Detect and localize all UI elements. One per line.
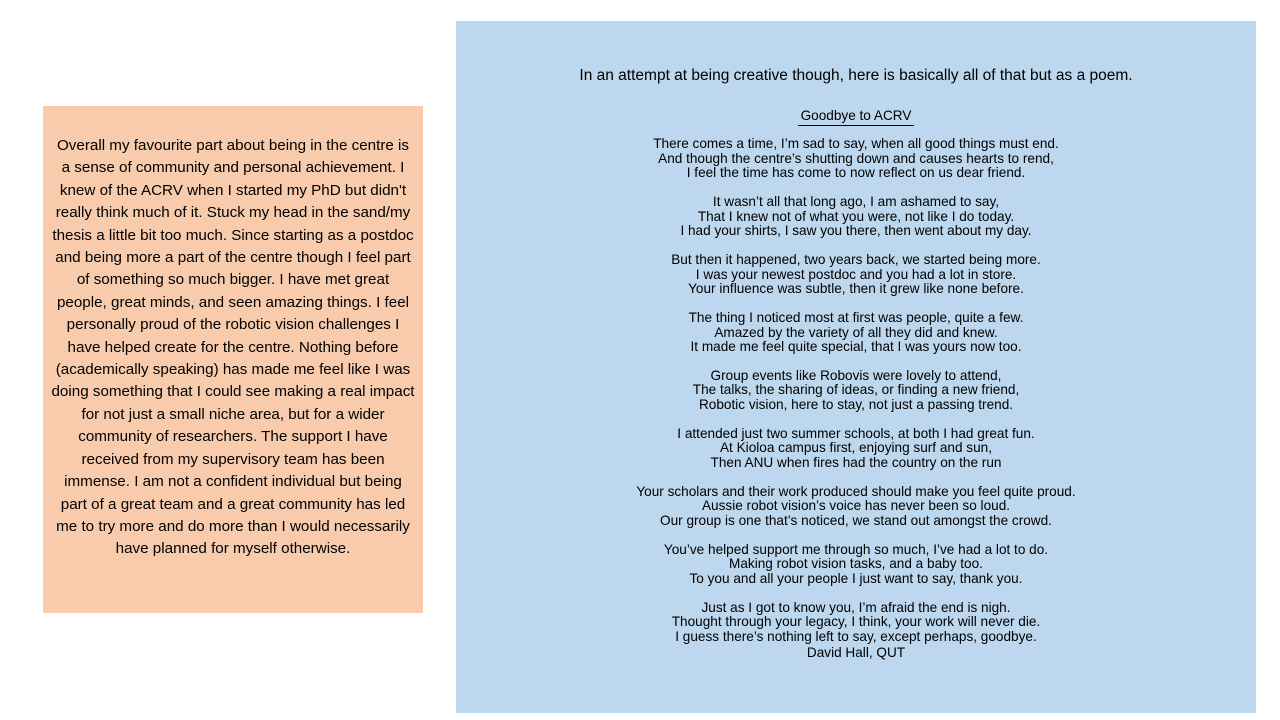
poem-line: It wasn’t all that long ago, I am ashamed to say,: [712, 193, 1000, 209]
poem-line: It made me feel quite special, that I was yours now too.: [690, 339, 1022, 355]
poem-line: Then ANU when fires had the country on the run: [710, 455, 1002, 471]
poem-line: To you and all your people I just want to say, thank you.: [689, 570, 1023, 586]
poem-line: Amazed by the variety of all they did and knew.: [714, 324, 998, 340]
poem-line: I attended just two summer schools, at both I had great fun.: [677, 425, 1035, 441]
stanza-9: [456, 601, 1256, 660]
poem-line: That I knew not of what you were, not like I do today.: [697, 208, 1015, 224]
stanza-7: [456, 485, 1256, 529]
poem-line: Our group is one that’s noticed, we stand out amongst the crowd.: [660, 513, 1052, 528]
poem-line: I was your newest postdoc and you had a lot in store.: [695, 266, 1017, 282]
poem-line: There comes a time, I’m sad to say, when all good things must end.: [653, 136, 1059, 151]
poem-stanzas: [456, 137, 1256, 674]
poem-line: I feel the time has come to now reflect on us dear friend.: [686, 165, 1026, 181]
stanza-2: [456, 195, 1256, 239]
poem-line: You’ve helped support me through so much, I’ve had a lot to do.: [663, 541, 1049, 557]
poem-text-box: [456, 21, 1256, 713]
stanza-8: [456, 543, 1256, 587]
poem-line: The thing I noticed most at first was people, quite a few.: [688, 309, 1024, 325]
title-underline: [798, 125, 914, 126]
poem-line: Thought through your legacy, I think, your work will never die.: [671, 614, 1041, 630]
poem-line: And though the centre’s shutting down and causes hearts to rend,: [658, 150, 1054, 166]
poem-line: Robotic vision, here to stay, not just a passing trend.: [698, 397, 1014, 413]
reflection-paragraph: Overall my favourite part about being in the centre is a sense of community and personal achievement. I knew of the ACRV when I started my PhD but didn't really think much of it. Stuck my head in the sand/my thesis a little bit too much. Since starting as a postdoc and being more a part of the centre though I feel part of something so much bigger. I have met great people, great minds, and seen amazing things. I feel personally proud of the robotic vision challenges I have helped create for the centre. Nothing before (academically speaking) has made me feel like I was doing something that I could see making a real impact for not just a small niche area, but for a wider community of researchers. The support I have received from my supervisory team has been immense. I am not a confident individual but being part of a great team and a great community has led me to try more and do more than I would necessarily have planned for myself otherwise.: [51, 137, 415, 558]
poem-line: Group events like Robovis were lovely to attend,: [710, 367, 1002, 383]
stanza-4: [456, 311, 1256, 355]
poem-line: Aussie robot vision’s voice has never been so loud.: [701, 498, 1011, 514]
poem-line: Your scholars and their work produced should make you feel quite proud.: [636, 483, 1076, 499]
stanza-5: [456, 369, 1256, 413]
poem-line: I had your shirts, I saw you there, then went about my day.: [680, 223, 1032, 239]
poem-line: But then it happened, two years back, we started being more.: [671, 251, 1041, 267]
stanza-1: [456, 137, 1256, 181]
poem-line: The talks, the sharing of ideas, or finding a new friend,: [692, 382, 1020, 398]
poem-author: David Hall, QUT: [806, 644, 906, 660]
poem-title: Goodbye to ACRV: [800, 108, 912, 123]
stanza-3: [456, 253, 1256, 297]
poem-line: I guess there’s nothing left to say, except perhaps, goodbye.: [675, 628, 1037, 644]
poem-heading: [456, 107, 1256, 126]
poem-line: At Kioloa campus first, enjoying surf and sun,: [719, 440, 992, 456]
poem-line: Just as I got to know you, I’m afraid the end is nigh.: [701, 599, 1011, 615]
poem-intro: In an attempt at being creative though, here is basically all of that but as a poem.: [579, 67, 1133, 84]
poem-line: Your influence was subtle, then it grew like none before.: [688, 281, 1024, 297]
stanza-6: [456, 427, 1256, 471]
reflection-text-box: [43, 106, 423, 613]
poem-line: Making robot vision tasks, and a baby too.: [729, 556, 983, 572]
